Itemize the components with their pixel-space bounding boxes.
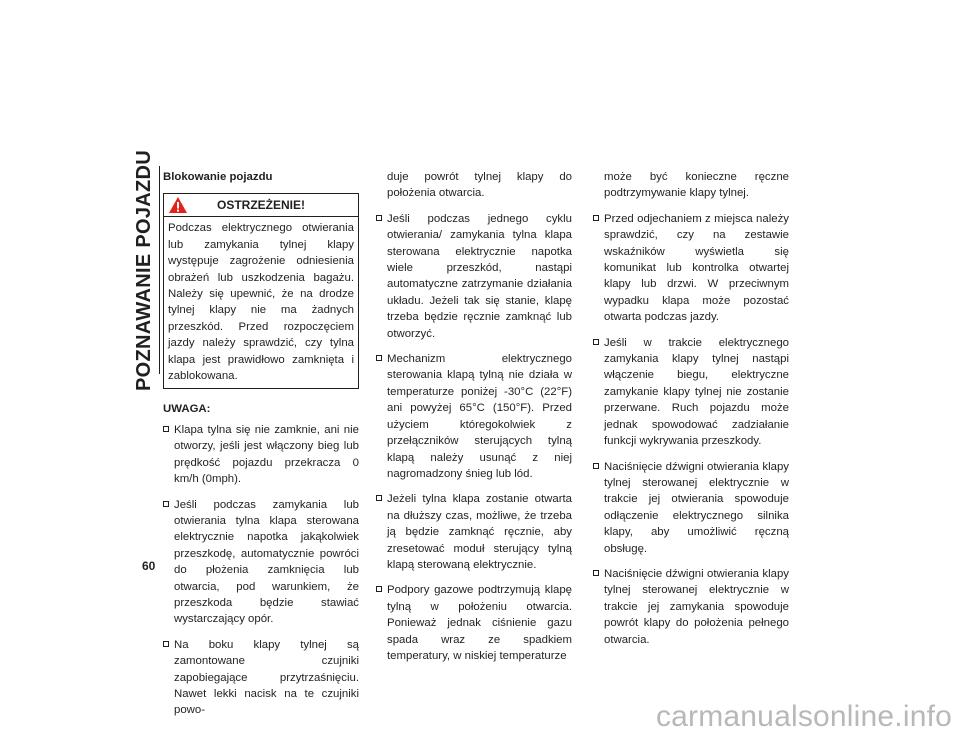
list-item bbox=[376, 582, 572, 664]
list-item-text: Naciśnięcie dźwigni otwierania klapy tylnej sterowanej elektrycznie w trakcie jej zamykania spowoduje powrót klapy do położenia pełnego otwarcia. bbox=[604, 567, 789, 646]
list-item-continuation: duje powrót tylnej klapy do położenia otwarcia. bbox=[387, 171, 572, 200]
section-heading: Blokowanie pojazdu bbox=[163, 171, 273, 183]
section-tab bbox=[130, 149, 158, 391]
list-item-text: Na boku klapy tylnej są zamontowane czujniki zapobiegające przytrzaśnięciu. Nawet lekki nacisk na te czujniki powo- bbox=[174, 638, 359, 717]
list-item bbox=[376, 211, 572, 342]
list-item bbox=[163, 637, 359, 719]
checkbox-bullet-icon bbox=[376, 586, 382, 592]
column-1 bbox=[163, 169, 359, 728]
list-item bbox=[376, 351, 572, 482]
list-item-text: Mechanizm elektrycznego sterowania klapą tylną nie działa w temperaturze poniżej -30°C (22°F) ani powyżej 65°C (150°F). Przed użyciem któregokolwiek z przełączników sterujących tylną klapą należy usunąć z niej nagromadzony śnieg lub lód. bbox=[387, 353, 572, 480]
list-item-text: Naciśnięcie dźwigni otwierania klapy tylnej sterowanej elektrycznie w trakcie jej otwierania spowoduje odłączenie elektrycznego silnika klapy, aby umożliwić ręczną obsługę. bbox=[604, 460, 789, 555]
watermark: carmanualsonline.info bbox=[655, 700, 952, 733]
list-item-continuation: może być konieczne ręczne podtrzymywanie klapy tylnej. bbox=[604, 171, 789, 200]
checkbox-bullet-icon bbox=[376, 215, 382, 221]
list-item bbox=[593, 211, 789, 326]
list-item-text: Przed odjechaniem z miejsca należy sprawdzić, czy na zestawie wskaźników wyświetla się komunikat lub kontrolka otwartej klapy lub drzwi. W przeciwnym wypadku klapa może pozostać otwarta podczas jazdy. bbox=[604, 212, 789, 324]
checkbox-bullet-icon bbox=[593, 570, 599, 576]
section-tab-label: POZNAWANIE POJAZDU bbox=[132, 149, 155, 391]
warning-box bbox=[163, 193, 359, 389]
checkbox-bullet-icon bbox=[376, 355, 382, 361]
list-item bbox=[163, 422, 359, 488]
note-label: UWAGA: bbox=[163, 403, 211, 416]
checkbox-bullet-icon bbox=[593, 463, 599, 469]
section-divider bbox=[159, 166, 160, 374]
list-item-text: Jeśli podczas zamykania lub otwierania tylna klapa sterowana elektrycznie napotka jakąkolwiek przeszkodę, automatycznie powróci do płożenia zamknięcia lub otwarcia, pod warunkiem, że przeszkoda będzie stawiać wystarczający opór. bbox=[174, 498, 359, 626]
checkbox-bullet-icon bbox=[163, 426, 169, 432]
list-item-text: Podpory gazowe podtrzymują klapę tylną w położeniu otwarcia. Ponieważ jednak ciśnienie gazu spada wraz ze spadkiem temperatury, w niskiej temperaturze bbox=[387, 584, 572, 662]
list-item bbox=[593, 566, 789, 648]
list-item-text: Klapa tylna się nie zamknie, ani nie otworzy, jeśli jest włączony bieg lub prędkość pojazdu przekracza 0 km/h (0mph). bbox=[174, 423, 359, 486]
list-item-text: Jeżeli tylna klapa zostanie otwarta na dłuższy czas, możliwe, że trzeba ją będzie zamknąć ręcznie, aby zresetować moduł sterujący tylną klapą sterowaną elektrycznie. bbox=[387, 493, 572, 571]
warning-text: Podczas elektrycznego otwierania lub zamykania tylnej klapy występuje zagrożenie odniesienia obrażeń lub uszkodzenia bagażu. Należy się upewnić, że na drodze tylnej klapy nie ma żadnych przeszkód. Przed rozpoczęciem jazdy należy sprawdzić, czy tylna klapa jest prawidłowo zamknięta i zablokowana. bbox=[168, 222, 354, 383]
page-number: 60 bbox=[142, 559, 156, 573]
list-item-text: Jeśli podczas jednego cyklu otwierania/ zamykania tylna klapa sterowana elektrycznie napotka wiele przeszkód, nastąpi automatyczne zatrzymanie działania układu. Jeżeli tak się stanie, klapę trzeba będzie ręcznie zamknąć lub otworzyć. bbox=[387, 212, 572, 340]
checkbox-bullet-icon bbox=[593, 339, 599, 345]
warning-title: OSTRZEŻENIE! bbox=[216, 198, 305, 213]
list-item bbox=[163, 497, 359, 628]
checkbox-bullet-icon bbox=[163, 501, 169, 507]
checkbox-bullet-icon bbox=[163, 641, 169, 647]
warning-triangle-icon bbox=[168, 196, 188, 214]
column-2 bbox=[376, 169, 572, 673]
list-item bbox=[593, 459, 789, 557]
list-item bbox=[593, 335, 789, 450]
list-item bbox=[376, 491, 572, 573]
list-item-text: Jeśli w trakcie elektrycznego zamykania klapy tylnej nastąpi włączenie biegu, elektryczne zamykanie klapy tylnej nie zostanie przerwane. Ruch pojazdu może jednak spowodować zadziałanie funkcji wykrywania przeszkody. bbox=[604, 336, 789, 448]
warning-header bbox=[164, 194, 358, 217]
checkbox-bullet-icon bbox=[593, 215, 599, 221]
checkbox-bullet-icon bbox=[376, 495, 382, 501]
column-3 bbox=[593, 169, 789, 657]
